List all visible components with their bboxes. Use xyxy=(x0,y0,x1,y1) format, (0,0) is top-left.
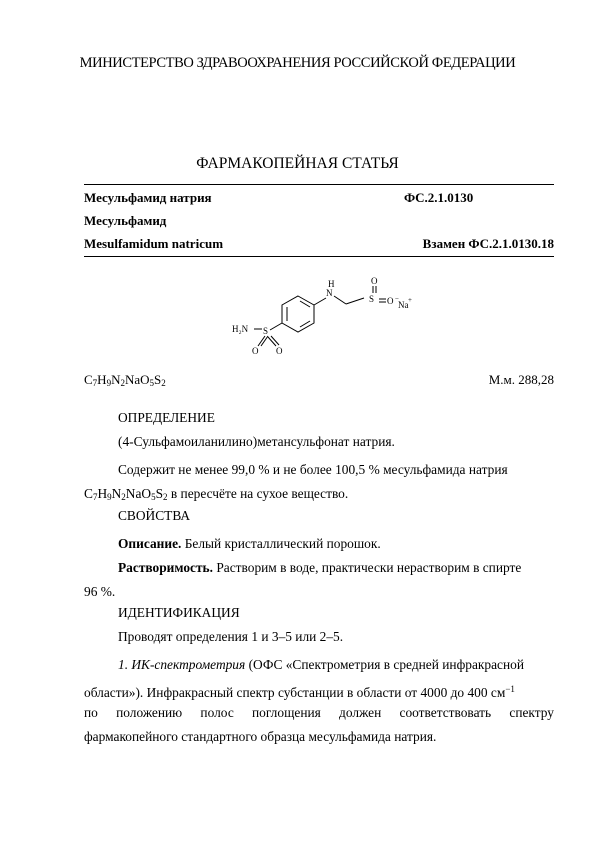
struct-h2n: H₂N xyxy=(232,324,249,334)
struct-s-left: S xyxy=(263,326,269,336)
struct-nh: N xyxy=(326,288,333,298)
molecular-mass: М.м. 288,28 xyxy=(488,372,554,387)
article-title: ФАРМАКОПЕЙНАЯ СТАТЬЯ xyxy=(196,155,399,172)
top-divider xyxy=(84,184,554,185)
bottom-divider xyxy=(84,256,554,257)
ir-line-2: области»). Инфракрасный спектр субстанции в области от 4000 до 400 $см^{-1}$ xyxy=(84,684,515,700)
struct-o-bottom: O xyxy=(276,346,283,356)
replaces-code: Взамен ФС.2.1.0130.18 xyxy=(422,236,554,251)
struct-o-top: O xyxy=(371,276,378,286)
struct-plus: + xyxy=(408,296,412,304)
definition-text: (4-Сульфамоиланилино)метансульфонат натрия. xyxy=(118,434,395,449)
struct-h: H xyxy=(328,279,335,289)
struct-o-left: O xyxy=(252,346,259,356)
content-tail: $C_7H_9N_2NaO_5S_2$ в пересчёте на сухое вещество. xyxy=(84,486,349,502)
article-code: ФС.2.1.0130 xyxy=(404,190,474,205)
ir-line-3: по положению полос поглощения должен соответствовать спектру xyxy=(84,705,554,720)
struct-minus: − xyxy=(395,295,399,303)
ir-line-4: фармакопейного стандартного образца месульфамида натрия. xyxy=(84,729,437,744)
molecular-formula: $C_7H_9N_2NaO_5S_2$ xyxy=(84,372,166,388)
definition-heading: ОПРЕДЕЛЕНИЕ xyxy=(118,410,215,425)
struct-na: Na xyxy=(398,300,409,310)
solubility-tail: 96 %. xyxy=(84,584,116,599)
struct-o-right: O xyxy=(387,296,394,306)
ministry-header: МИНИСТЕРСТВО ЗДРАВООХРАНЕНИЯ РОССИЙСКОЙ ФЕДЕРАЦИИ xyxy=(79,55,516,71)
chemical-structure xyxy=(228,274,418,364)
identification-heading: ИДЕНТИФИКАЦИЯ xyxy=(118,605,240,620)
solubility-line: Растворимость. Растворим в воде, практически нерастворим в спирте xyxy=(118,560,522,575)
substance-short-name: Месульфамид xyxy=(84,213,167,228)
properties-heading: СВОЙСТВА xyxy=(118,508,191,523)
description-line: Описание. Белый кристаллический порошок. xyxy=(118,536,381,551)
substance-latin-name: Mesulfamidum natricum xyxy=(84,236,224,251)
substance-name: Месульфамид натрия xyxy=(84,190,212,205)
content-paragraph: Содержит не менее 99,0 % и не более 100,5 % месульфамида натрия xyxy=(118,462,508,477)
identification-text: Проводят определения 1 и 3–5 или 2–5. xyxy=(118,629,344,644)
ir-line-1: 1. ИК-спектрометрия (ОФС «Спектрометрия в средней инфракрасной xyxy=(118,657,525,672)
struct-s-right: S xyxy=(369,294,375,304)
